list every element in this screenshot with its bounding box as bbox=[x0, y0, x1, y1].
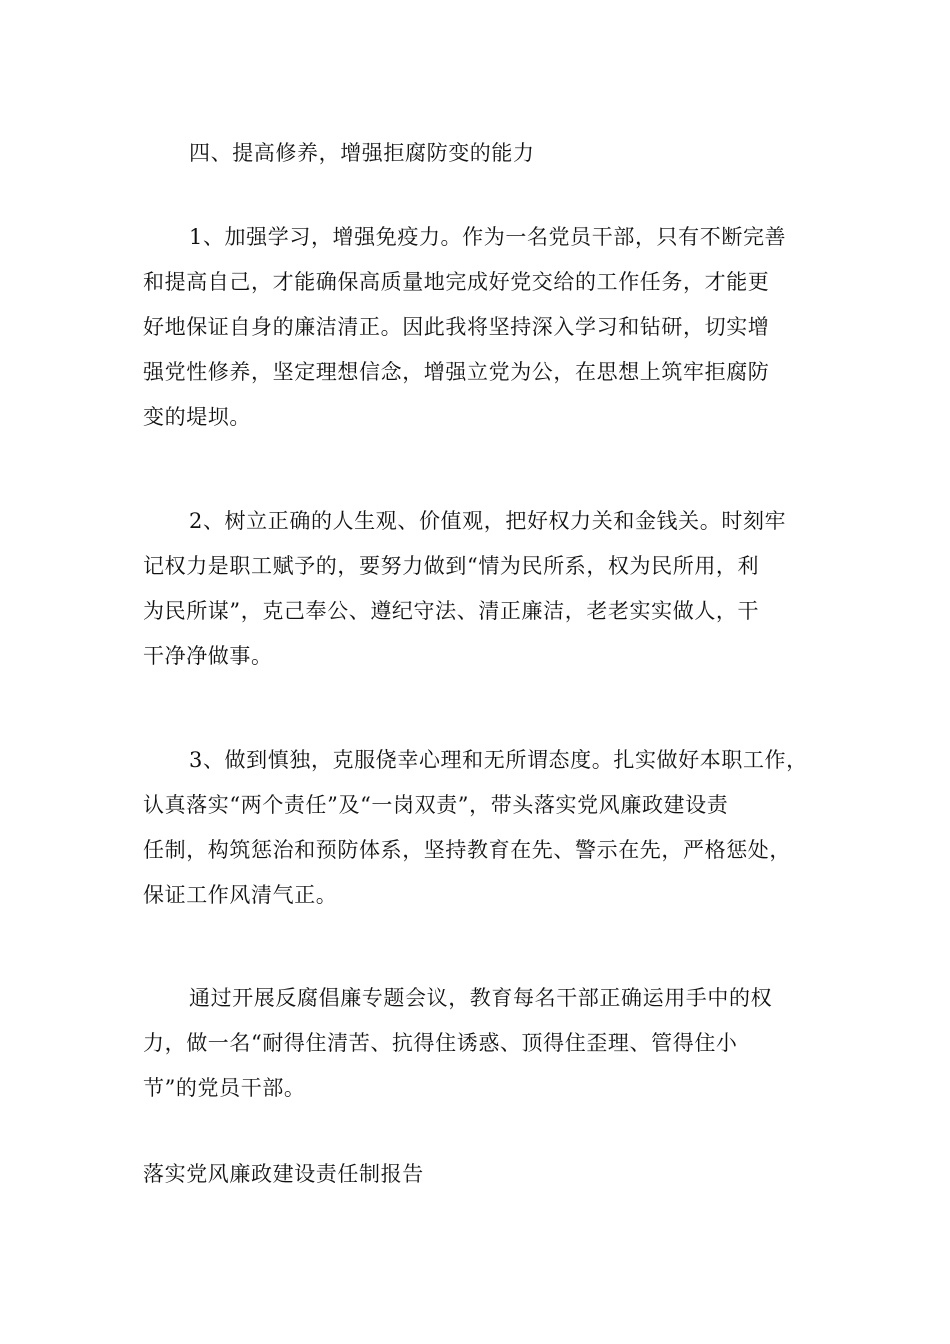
paragraph-line: 为民所谋”，克己奉公、遵纪守法、清正廉洁，老老实实做人，干 bbox=[143, 599, 760, 623]
next-document-title-text: 落实党风廉政建设责任制报告 bbox=[143, 1162, 424, 1186]
paragraph-line: 好地保证自身的廉洁清正。因此我将坚持深入学习和钻研，切实增 bbox=[143, 315, 770, 339]
paragraph-2 bbox=[143, 499, 808, 679]
paragraph-line: 1、加强学习，增强免疫力。作为一名党员干部，只有不断完善 bbox=[189, 225, 787, 249]
paragraph-line: 通过开展反腐倡廉专题会议，教育每名干部正确运用手中的权 bbox=[189, 986, 773, 1010]
paragraph-1 bbox=[143, 215, 808, 440]
paragraph-line: 干净净做事。 bbox=[143, 644, 273, 668]
paragraph-line: 2、树立正确的人生观、价值观，把好权力关和金钱关。时刻牢 bbox=[189, 509, 787, 533]
paragraph-line: 记权力是职工赋予的，要努力做到“情为民所系，权为民所用，利 bbox=[143, 554, 760, 578]
paragraph-line: 3、做到慎独，克服侥幸心理和无所谓态度。扎实做好本职工作， bbox=[189, 748, 808, 772]
paragraph-line: 认真落实“两个责任”及“一岗双责”，带头落实党风廉政建设责 bbox=[143, 793, 729, 817]
paragraph-3 bbox=[143, 738, 808, 918]
section-heading bbox=[143, 131, 808, 176]
paragraph-line: 节”的党员干部。 bbox=[143, 1076, 306, 1100]
paragraph-line: 和提高自己，才能确保高质量地完成好党交给的工作任务，才能更 bbox=[143, 270, 770, 294]
next-document-title bbox=[143, 1152, 808, 1197]
paragraph-line: 强党性修养，坚定理想信念，增强立党为公，在思想上筑牢拒腐防 bbox=[143, 360, 770, 384]
paragraph-line: 力，做一名“耐得住清苦、抗得住诱惑、顶得住歪理、管得住小 bbox=[143, 1031, 738, 1055]
paragraph-line: 变的堤坝。 bbox=[143, 405, 251, 429]
paragraph-line: 任制，构筑惩治和预防体系，坚持教育在先、警示在先，严格惩处， bbox=[143, 838, 791, 862]
section-heading-text: 四、提高修养，增强拒腐防变的能力 bbox=[189, 141, 535, 165]
paragraph-line: 保证工作风清气正。 bbox=[143, 883, 338, 907]
paragraph-4 bbox=[143, 976, 808, 1111]
